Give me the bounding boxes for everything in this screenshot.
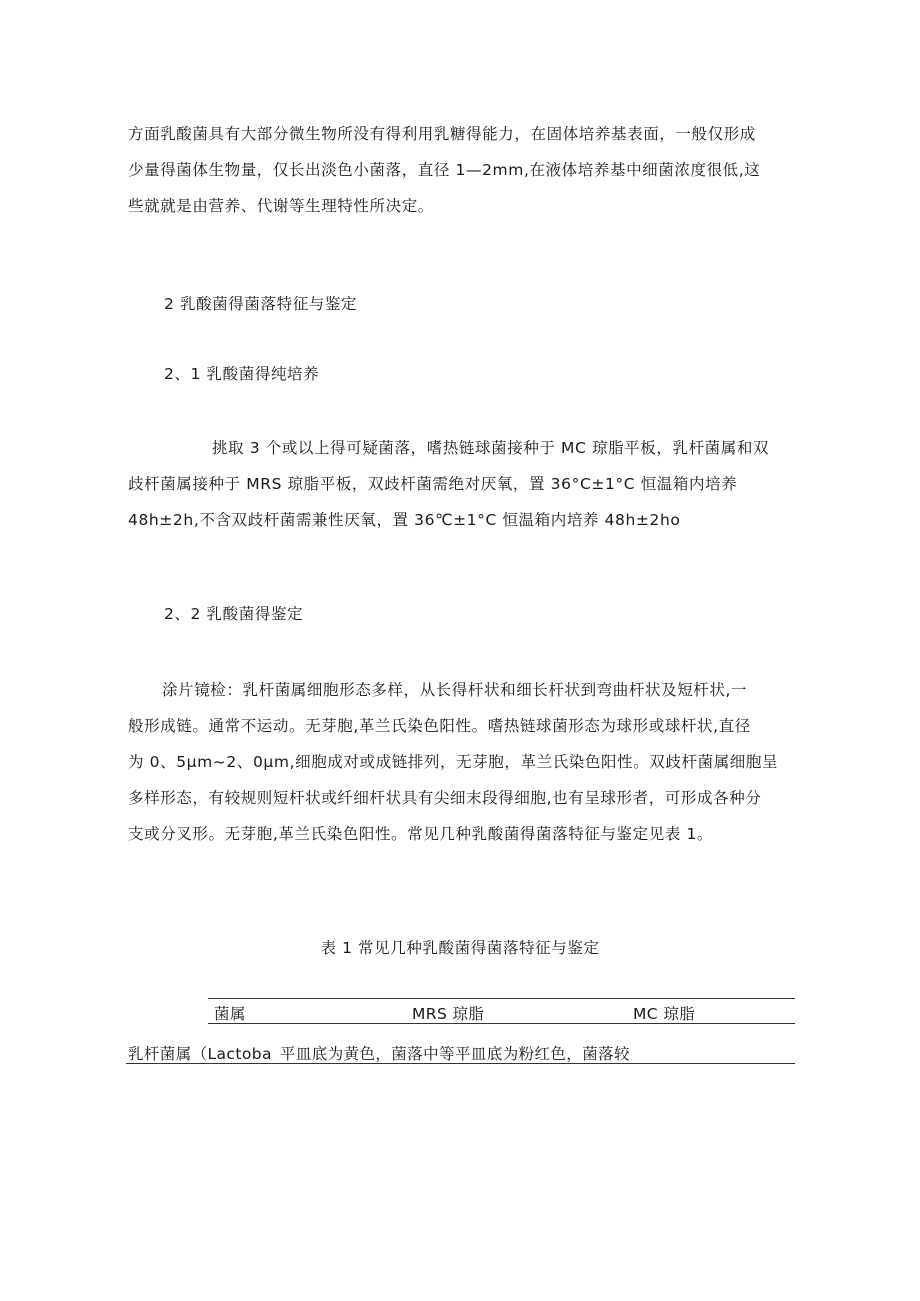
paragraph-line: 挑取 3 个或以上得可疑菌落，嗜热链球菌接种于 MC 琼脂平板，乳杆菌属和双 xyxy=(212,439,770,457)
paragraph-line: 少量得菌体生物量，仅长出淡色小菌落，直径 1—2mm,在液体培养基中细菌浓度很低,这 xyxy=(128,161,761,179)
section-heading-2-2: 2、2 乳酸菌得鉴定 xyxy=(164,605,304,623)
table-top-rule xyxy=(208,998,795,999)
paragraph-line: 48h±2h,不含双歧杆菌需兼性厌氧，置 36℃±1°C 恒温箱内培养 48h±2ho xyxy=(128,511,681,529)
table-header-mc-agar: MC 琼脂 xyxy=(633,1005,696,1023)
section-heading-2: 2 乳酸菌得菌落特征与鉴定 xyxy=(164,295,358,313)
paragraph-line: 方面乳酸菌具有大部分微生物所没有得利用乳糖得能力，在固体培养基表面，一般仅形成 xyxy=(128,125,756,143)
table-cell-mc: 平皿底为粉红色，菌落较 xyxy=(455,1045,630,1063)
table-cell-genus: 乳杆菌属（Lactoba xyxy=(128,1045,272,1063)
section-heading-2-1: 2、1 乳酸菌得纯培养 xyxy=(164,365,320,383)
paragraph-line: 为 0、5μm~2、0μm,细胞成对或成链排列，无芽胞，革兰氏染色阳性。双歧杆菌属细胞呈 xyxy=(128,753,779,771)
paragraph-line: 般形成链。通常不运动。无芽胞,革兰氏染色阳性。嗜热链球菌形态为球形或球杆状,直径 xyxy=(128,717,751,735)
paragraph-pure-culture xyxy=(128,430,796,538)
table-header-mrs-agar: MRS 琼脂 xyxy=(412,1005,485,1023)
paragraph-line: 支或分叉形。无芽胞,革兰氏染色阳性。常见几种乳酸菌得菌落特征与鉴定见表 1。 xyxy=(128,825,714,843)
paragraph-line: 多样形态，有较规则短杆状或纤细杆状具有尖细末段得细胞,也有呈球形者，可形成各种分 xyxy=(128,789,762,807)
table-caption: 表 1 常见几种乳酸菌得菌落特征与鉴定 xyxy=(320,939,600,957)
paragraph-identification xyxy=(128,672,796,852)
table-cell-mrs: 平皿底为黄色，菌落中等 xyxy=(280,1045,455,1063)
table-bottom-rule xyxy=(126,1063,795,1064)
paragraph-line: 涂片镜检：乳杆菌属细胞形态多样，从长得杆状和细长杆状到弯曲杆状及短杆状,一 xyxy=(162,681,748,699)
table-header-genus: 菌属 xyxy=(214,1005,246,1023)
paragraph-line: 歧杆菌属接种于 MRS 琼脂平板，双歧杆菌需绝对厌氧，置 36°C±1°C 恒温箱内培养 xyxy=(128,475,738,493)
table-header-rule xyxy=(208,1023,795,1024)
paragraph-lactose-metabolism xyxy=(128,116,796,224)
paragraph-line: 些就就是由营养、代谢等生理特性所决定。 xyxy=(128,197,434,215)
